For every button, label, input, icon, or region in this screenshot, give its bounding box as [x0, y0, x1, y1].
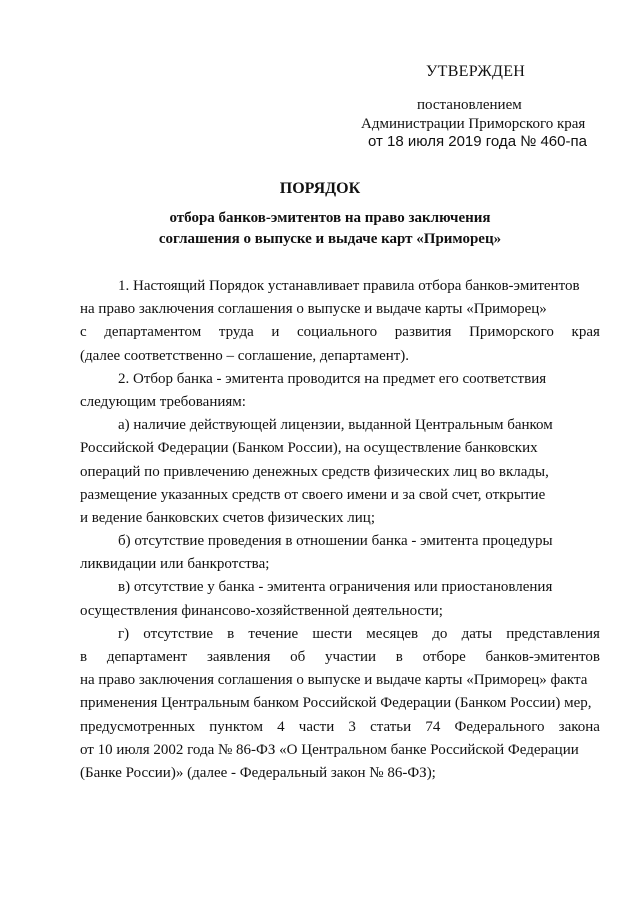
body-line: 1. Настоящий Порядок устанавливает правила отбора банков-эмитентов — [118, 278, 580, 294]
body-word: месяцев — [366, 625, 419, 642]
body-word: даты — [461, 625, 493, 642]
body-line: Российской Федерации (Банком России), на осуществление банковских — [80, 440, 538, 457]
body-word: края — [571, 324, 600, 341]
body-word: шести — [312, 625, 353, 642]
body-word: отсутствие — [143, 625, 214, 642]
document-subtitle-line: отбора банков-эмитентов на право заключения — [169, 210, 491, 226]
body-word: развития — [394, 324, 452, 341]
body-word: труда — [218, 324, 254, 341]
body-line: применения Центральным банком Российской Федерации (Банком России) мер, — [80, 695, 592, 712]
body-word: Приморского — [469, 324, 554, 341]
body-word: участии — [325, 649, 377, 665]
body-word: закона — [558, 718, 600, 735]
body-word: с — [80, 324, 87, 341]
body-word: отборе — [422, 649, 466, 665]
body-word: представления — [506, 625, 600, 642]
body-word: 74 — [425, 718, 441, 735]
body-line — [80, 716, 600, 739]
body-line: на право заключения соглашения о выпуске и выдаче карты «Приморец» — [80, 301, 547, 318]
document-title: ПОРЯДОК — [279, 180, 361, 197]
body-line — [80, 623, 600, 646]
body-word: пунктом — [209, 718, 263, 735]
body-line: следующим требованиям: — [80, 393, 246, 410]
body-line: от 10 июля 2002 года № 86-ФЗ «О Центральном банке Российской Федерации — [80, 741, 579, 758]
body-word: департаментом — [104, 324, 202, 341]
approval-line-resolution: постановлением — [417, 97, 522, 113]
body-line: (Банке России)» (далее - Федеральный закон № 86-ФЗ); — [80, 764, 436, 781]
body-line: 2. Отбор банка - эмитента проводится на предмет его соответствия — [118, 370, 547, 387]
body-word: течение — [248, 625, 299, 642]
body-line: а) наличие действующей лицензии, выданной Центральным банком — [118, 417, 553, 434]
body-line: б) отсутствие проведения в отношении банка - эмитента процедуры — [118, 533, 553, 550]
body-line: на право заключения соглашения о выпуске и выдаче карты «Приморец» факта — [80, 672, 588, 689]
body-word: в — [80, 649, 88, 665]
body-line: размещение указанных средств от своего имени и за свой счет, открытие — [80, 486, 546, 503]
body-word: 3 — [348, 718, 356, 735]
body-word: социального — [297, 324, 378, 341]
body-word: в — [227, 625, 235, 642]
body-line — [80, 646, 600, 669]
body-word: г) — [118, 625, 130, 642]
body-line: ликвидации или банкротства; — [80, 556, 270, 573]
body-line: (далее соответственно – соглашение, департамент). — [80, 347, 410, 364]
body-word: статьи — [370, 718, 412, 735]
body-word: банков-эмитентов — [485, 649, 600, 665]
body-line: в) отсутствие у банка - эмитента ограничения или приостановления — [118, 579, 553, 596]
body-word: и — [271, 324, 280, 341]
approval-line-administration: Администрации Приморского края — [361, 116, 586, 132]
body-word: в — [395, 649, 403, 665]
body-line — [80, 321, 600, 344]
body-word: департамент — [106, 649, 188, 665]
body-word: части — [298, 718, 335, 735]
body-word: 4 — [277, 718, 285, 735]
body-word: Федерального — [454, 718, 545, 735]
body-word: до — [432, 625, 448, 642]
document-body — [80, 275, 600, 785]
body-line: осуществления финансово-хозяйственной деятельности; — [80, 602, 443, 619]
body-word: заявления — [206, 649, 271, 665]
document-subtitle-line: соглашения о выпуске и выдаче карт «Приморец» — [158, 231, 502, 247]
body-line: и ведение банковских счетов физических лиц; — [80, 509, 375, 526]
body-word: предусмотренных — [80, 718, 196, 735]
body-word: об — [290, 649, 306, 665]
approval-line-date-number: от 18 июля 2019 года № 460-па — [368, 133, 587, 150]
approval-stamp-title: УТВЕРЖДЕН — [426, 63, 526, 80]
body-line: операций по привлечению денежных средств физических лиц во вклады, — [80, 463, 549, 480]
